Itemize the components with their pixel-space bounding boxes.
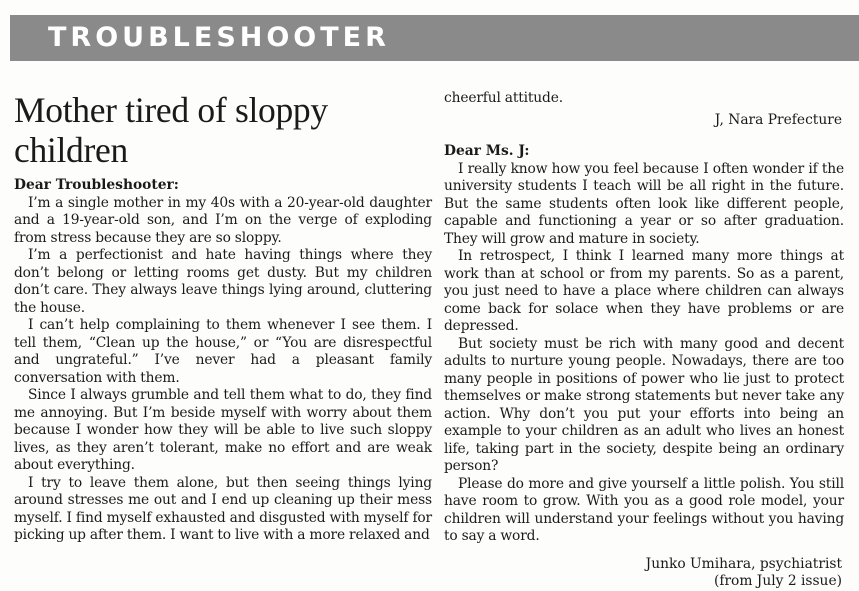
letter-continuation: cheerful attitude. [444,90,563,106]
letter-salutation: Dear Troubleshooter: [14,177,179,193]
letter-paragraph: I’m a perfectionist and hate having things where they don’t belong or letting rooms get dusty. But my children don’t care. They always leave things lying around, cluttering the house. [14,247,432,316]
letter-paragraph: I’m a single mother in my 40s with a 20-year-old daughter and a 19-year-old son, and I’m on the verge of exploding from stress because they are so sloppy. [14,194,432,246]
reply-paragraph: But society must be rich with many good and decent adults to nurture young people. Nowadays, there are too many people in positions of power who lie just to protect themselves or make strong statements but never take any action. Why don’t you put your efforts into being an example to your children as an adult who lives an honest life, taking part in the society, despite being an ordinary person? [444,335,844,474]
section-title: TROUBLESHOOTER [48,22,390,53]
letter-paragraph: Since I always grumble and tell them what to do, they find me annoying. But I’m beside myself with worry about them because I wonder how they will be able to live such sloppy lives, as they aren’t tolerant, make no effort and are weak about everything. [14,387,432,473]
section-banner [10,15,859,61]
issue-note: (from July 2 issue) [713,573,842,589]
left-column [14,90,432,545]
reply-paragraph: I really know how you feel because I often wonder if the university students I teach will be all right in the future. But the same students often look like different people, capable and functioning a year or so after graduation. They will grow and mature in society. [444,160,844,247]
headline: Mother tired of sloppy children [14,90,328,170]
reply-paragraph: Please do more and give yourself a little polish. You still have room to grow. With you as a good role model, your children will understand your feelings without you having to say a word. [444,475,844,544]
right-column [444,90,844,591]
reply-paragraph: In retrospect, I think I learned many more things at work than at school or from my parents. So as a parent, you just need to have a place where children can always come back for solace when they have problems or are depressed. [444,248,844,334]
letter-paragraph: I can’t help complaining to them whenever I see them. I tell them, “Clean up the house,” or “You are disrespectful and ungrateful.” I’ve never had a pleasant family conversation with them. [14,317,432,386]
letter-signature: J, Nara Prefecture [714,111,842,128]
reply-signature: Junko Umihara, psychiatrist [645,555,842,572]
letter-paragraph: I try to leave them alone, but then seeing things lying around stresses me out and I end up cleaning up their mess myself. I find myself exhausted and disgusted with myself for picking up after them. I want to live with a more relaxed and [14,474,432,543]
reply-salutation: Dear Ms. J: [444,143,530,159]
